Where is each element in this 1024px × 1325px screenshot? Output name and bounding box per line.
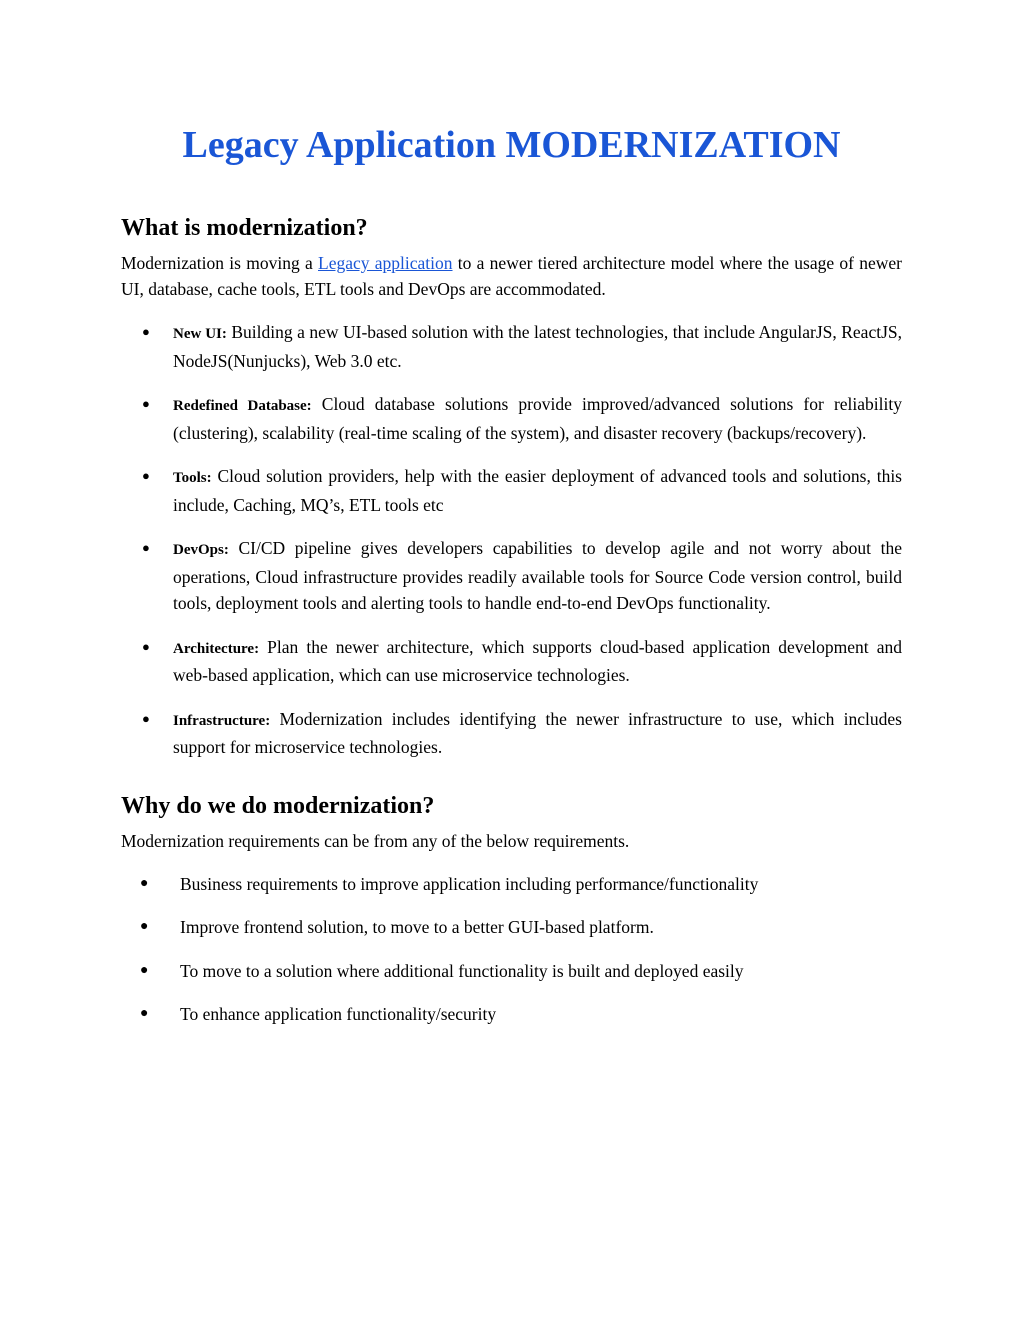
item-term: Tools: xyxy=(173,470,212,486)
list-item-architecture xyxy=(121,634,902,689)
list-item-infrastructure xyxy=(121,706,902,761)
bullet-icon: ● xyxy=(142,638,150,654)
bullet-icon: ● xyxy=(142,324,150,339)
item-text: CI/CD pipeline gives developers capabilities to develop agile and not worry about the operations, Cloud infrastructure provides readily available tools for Source Code version control, build tools, deployment tools and alerting tools to handle end-to-end DevOps functionality. xyxy=(173,538,902,613)
item-term: DevOps: xyxy=(173,542,229,558)
item-text: Business requirements to improve application including performance/functionality xyxy=(180,873,759,894)
list-item-improve-frontend xyxy=(121,914,902,941)
what-is-modernization-heading: What is modernization? xyxy=(121,215,368,241)
why-modernization-heading: Why do we do modernization? xyxy=(121,792,435,819)
bullet-icon: ● xyxy=(142,710,150,726)
bullet-icon: ● xyxy=(142,468,150,483)
item-text: Plan the newer architecture, which supports cloud-based application development and web-based application, which can use microservice technologies. xyxy=(173,636,902,685)
item-text: Improve frontend solution, to move to a better GUI-based platform. xyxy=(180,917,654,937)
bullet-icon: ● xyxy=(140,875,149,891)
what-intro-text-after: to a newer tiered architecture model where the usage of newer UI, database, cache tools, ETL tools and DevOps are accommodated. xyxy=(121,253,902,299)
item-text: To enhance application functionality/security xyxy=(180,1004,497,1024)
list-item-devops xyxy=(121,535,902,617)
list-item-tools xyxy=(121,463,902,518)
item-text: Building a new UI-based solution with the latest technologies, that include AngularJS, ReactJS, NodeJS(Nunjucks), Web 3.0 etc. xyxy=(173,322,902,371)
item-text: Cloud database solutions provide improved/advanced solutions for reliability (clustering), scalability (real-time scaling of the system), and disaster recovery (backups/recovery). xyxy=(173,394,902,443)
item-text: Cloud solution providers, help with the easier deployment of advanced tools and solutions, this include, Caching, MQ’s, ETL tools etc xyxy=(173,466,902,515)
item-text: Modernization includes identifying the newer infrastructure to use, which includes support for microservice technologies. xyxy=(173,708,902,757)
legacy-application-link[interactable]: Legacy application xyxy=(318,253,453,273)
bullet-icon: ● xyxy=(140,1006,149,1021)
list-item-business-requirements xyxy=(121,871,902,898)
item-term: Redefined Database: xyxy=(173,398,312,414)
bullet-icon: ● xyxy=(142,540,150,555)
item-text: To move to a solution where additional functionality is built and deployed easily xyxy=(180,960,744,981)
item-term: Infrastructure: xyxy=(173,712,271,729)
item-term: Architecture: xyxy=(173,640,260,657)
bullet-icon: ● xyxy=(140,962,149,978)
why-bullet-list xyxy=(121,871,902,1028)
what-bullet-list xyxy=(121,319,902,761)
what-intro-paragraph xyxy=(121,250,902,302)
list-item-new-ui xyxy=(121,319,902,374)
list-item-redefined-database xyxy=(121,391,902,446)
bullet-icon: ● xyxy=(142,396,150,411)
why-intro-paragraph: Modernization requirements can be from any of the below requirements. xyxy=(121,830,630,851)
list-item-enhance-security xyxy=(121,1001,902,1028)
document-title: Legacy Application MODERNIZATION xyxy=(182,124,841,166)
item-term: New UI: xyxy=(173,326,227,342)
what-intro-text-before: Modernization is moving a xyxy=(121,253,318,273)
bullet-icon: ● xyxy=(140,919,149,934)
list-item-additional-functionality xyxy=(121,958,902,985)
